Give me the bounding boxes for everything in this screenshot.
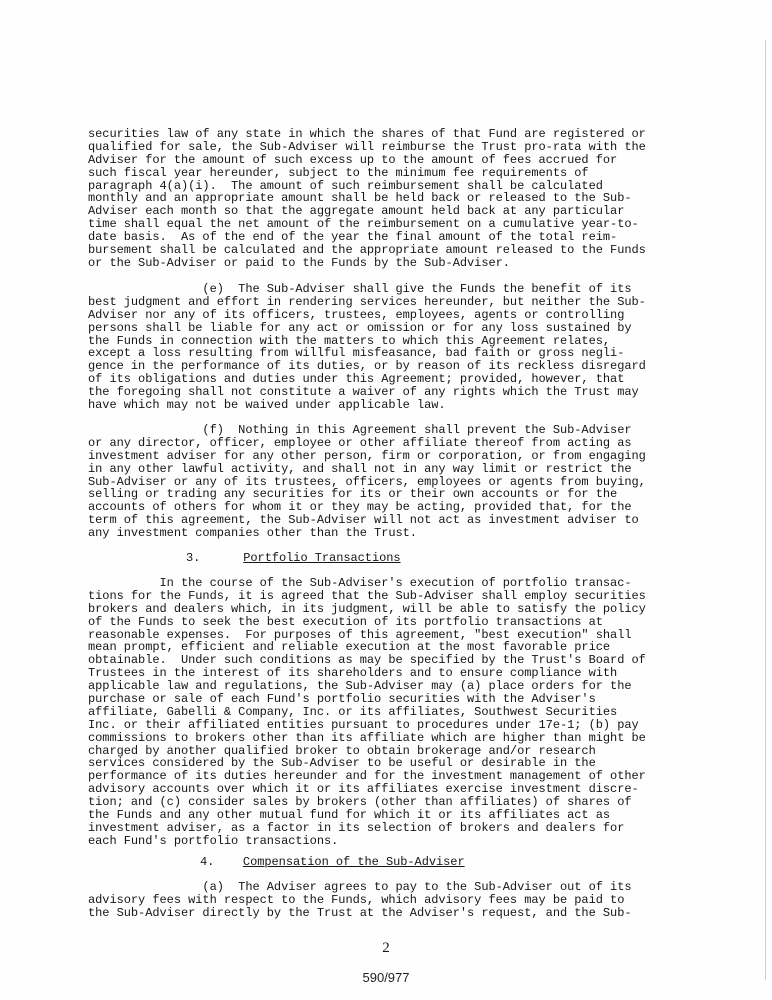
text-line: investment adviser, as a factor in its selection of brokers and dealers for [88, 820, 625, 835]
text-line: mean prompt, efficient and reliable execution at the most favorable price [88, 640, 611, 655]
text-line: selling or trading any securities for its or their own accounts or for the [88, 487, 618, 502]
text-line: or any director, officer, employee or other affiliate thereof from acting as [88, 435, 632, 450]
text-line: except a loss resulting from willful misfeasance, bad faith or gross negli- [88, 346, 625, 361]
text-line: paragraph 4(a)(i). The amount of such reimbursement shall be calculated [88, 178, 603, 193]
text-line: Adviser nor any of its officers, trustees, employees, agents or controlling [88, 307, 625, 322]
text-line: securities law of any state in which the shares of that Fund are registered or [88, 127, 646, 141]
text-line: obtainable. Under such conditions as may be specified by the Trust's Board of [88, 653, 646, 668]
text-line: date basis. As of the end of the year the final amount of the total reim- [88, 230, 618, 245]
text-line: performance of its duties hereunder and for the investment management of other [88, 769, 646, 784]
paragraph-3 [88, 577, 698, 848]
text-line: (f) Nothing in this Agreement shall prevent the Sub-Adviser [88, 423, 632, 437]
text-line: In the course of the Sub-Adviser's execution of portfolio transac- [88, 576, 632, 590]
paragraph-4a [88, 881, 698, 920]
text-line: Inc. or their affiliated entities pursuant to procedures under 17e-1; (b) pay [88, 717, 639, 732]
text-line: commissions to brokers other than its affiliate which are higher than might be [88, 730, 646, 745]
text-line: investment adviser for any other person, firm or corporation, or from engaging [88, 448, 646, 463]
text-line: Trustees in the interest of its shareholders and to ensure compliance with [88, 666, 618, 681]
section-4-title: Compensation of the Sub-Adviser [242, 855, 465, 869]
paragraph-e [88, 283, 698, 412]
text-line: (e) The Sub-Adviser shall give the Funds the benefit of its [88, 282, 632, 296]
text-line: the Sub-Adviser directly by the Trust at the Adviser's request, and the Sub- [88, 905, 632, 920]
text-line: persons shall be liable for any act or omission or for any loss sustained by [88, 320, 632, 335]
scan-edge-line [765, 40, 766, 980]
section-3-heading [186, 552, 772, 565]
text-line: such fiscal year hereunder, subject to the minimum fee requirements of [88, 165, 589, 180]
text-line: have which may not be waived under applicable law. [88, 398, 446, 413]
text-line: tion; and (c) consider sales by brokers (other than affiliates) of shares of [88, 795, 632, 810]
section-4-number: 4. [200, 855, 215, 869]
section-3-title: Portfolio Transactions [243, 551, 401, 565]
text-line: monthly and an appropriate amount shall be held back or released to the Sub- [88, 191, 632, 206]
text-line: services considered by the Sub-Adviser to be useful or desirable in the [88, 756, 596, 771]
paragraph-f [88, 424, 698, 540]
text-line: the Funds in connection with the matters to which this Agreement relates, [88, 333, 611, 348]
text-line: Adviser each month so that the aggregate amount held back at any particular [88, 204, 625, 219]
text-line: brokers and dealers which, in its judgment, will be able to satisfy the policy [88, 601, 646, 616]
text-line: any investment companies other than the Trust. [88, 526, 417, 541]
text-line: term of this agreement, the Sub-Adviser will not act as investment adviser to [88, 513, 639, 528]
text-line: (a) The Adviser agrees to pay to the Sub-Adviser out of its [88, 880, 632, 894]
text-line: the foregoing shall not constitute a waiver of any rights which the Trust may [88, 385, 639, 400]
text-line: Sub-Adviser or any of its trustees, officers, employees or agents from buying, [88, 474, 646, 489]
text-line: affiliate, Gabelli & Company, Inc. or its affiliates, Southwest Securities [88, 704, 618, 719]
text-line: charged by another qualified broker to obtain brokerage and/or research [88, 743, 596, 758]
text-line: each Fund's portfolio transactions. [88, 833, 339, 848]
section-3-number: 3. [186, 551, 201, 565]
text-line: in any other lawful activity, and shall not in any way limit or restrict the [88, 461, 632, 476]
text-line: of its obligations and duties under this Agreement; provided, however, that [88, 372, 625, 387]
text-line: advisory accounts over which it or its affiliates exercise investment discre- [88, 782, 639, 797]
section-4-heading [200, 856, 772, 869]
page-number: 2 [382, 940, 390, 956]
text-line: the Funds and any other mutual fund for which it or its affiliates act as [88, 808, 611, 823]
text-line: accounts of others for whom it or they may be acting, provided that, for the [88, 500, 632, 515]
text-line: best judgment and effort in rendering services hereunder, but neither the Sub- [88, 294, 646, 309]
text-line: applicable law and regulations, the Sub-Adviser may (a) place orders for the [88, 679, 632, 694]
text-line: time shall equal the net amount of the reimbursement on a cumulative year-to- [88, 217, 639, 232]
text-line: reasonable expenses. For purposes of this agreement, "best execution" shall [88, 627, 632, 642]
bates-number: 590/977 [362, 970, 410, 985]
text-line: Adviser for the amount of such excess up to the amount of fees accrued for [88, 152, 618, 167]
text-line: qualified for sale, the Sub-Adviser will reimburse the Trust pro-rata with the [88, 139, 646, 154]
text-line: of the Funds to seek the best execution of its portfolio transactions at [88, 614, 603, 629]
text-line: tions for the Funds, it is agreed that the Sub-Adviser shall employ securities [88, 588, 646, 603]
text-line: purchase or sale of each Fund's portfolio securities with the Adviser's [88, 692, 596, 707]
paragraph-a-continuation [88, 128, 698, 270]
text-line: bursement shall be calculated and the appropriate amount released to the Funds [88, 243, 646, 258]
text-line: gence in the performance of its duties, or by reason of its reckless disregard [88, 359, 646, 374]
text-line: or the Sub-Adviser or paid to the Funds by the Sub-Adviser. [88, 255, 510, 270]
text-line: advisory fees with respect to the Funds, which advisory fees may be paid to [88, 892, 625, 907]
